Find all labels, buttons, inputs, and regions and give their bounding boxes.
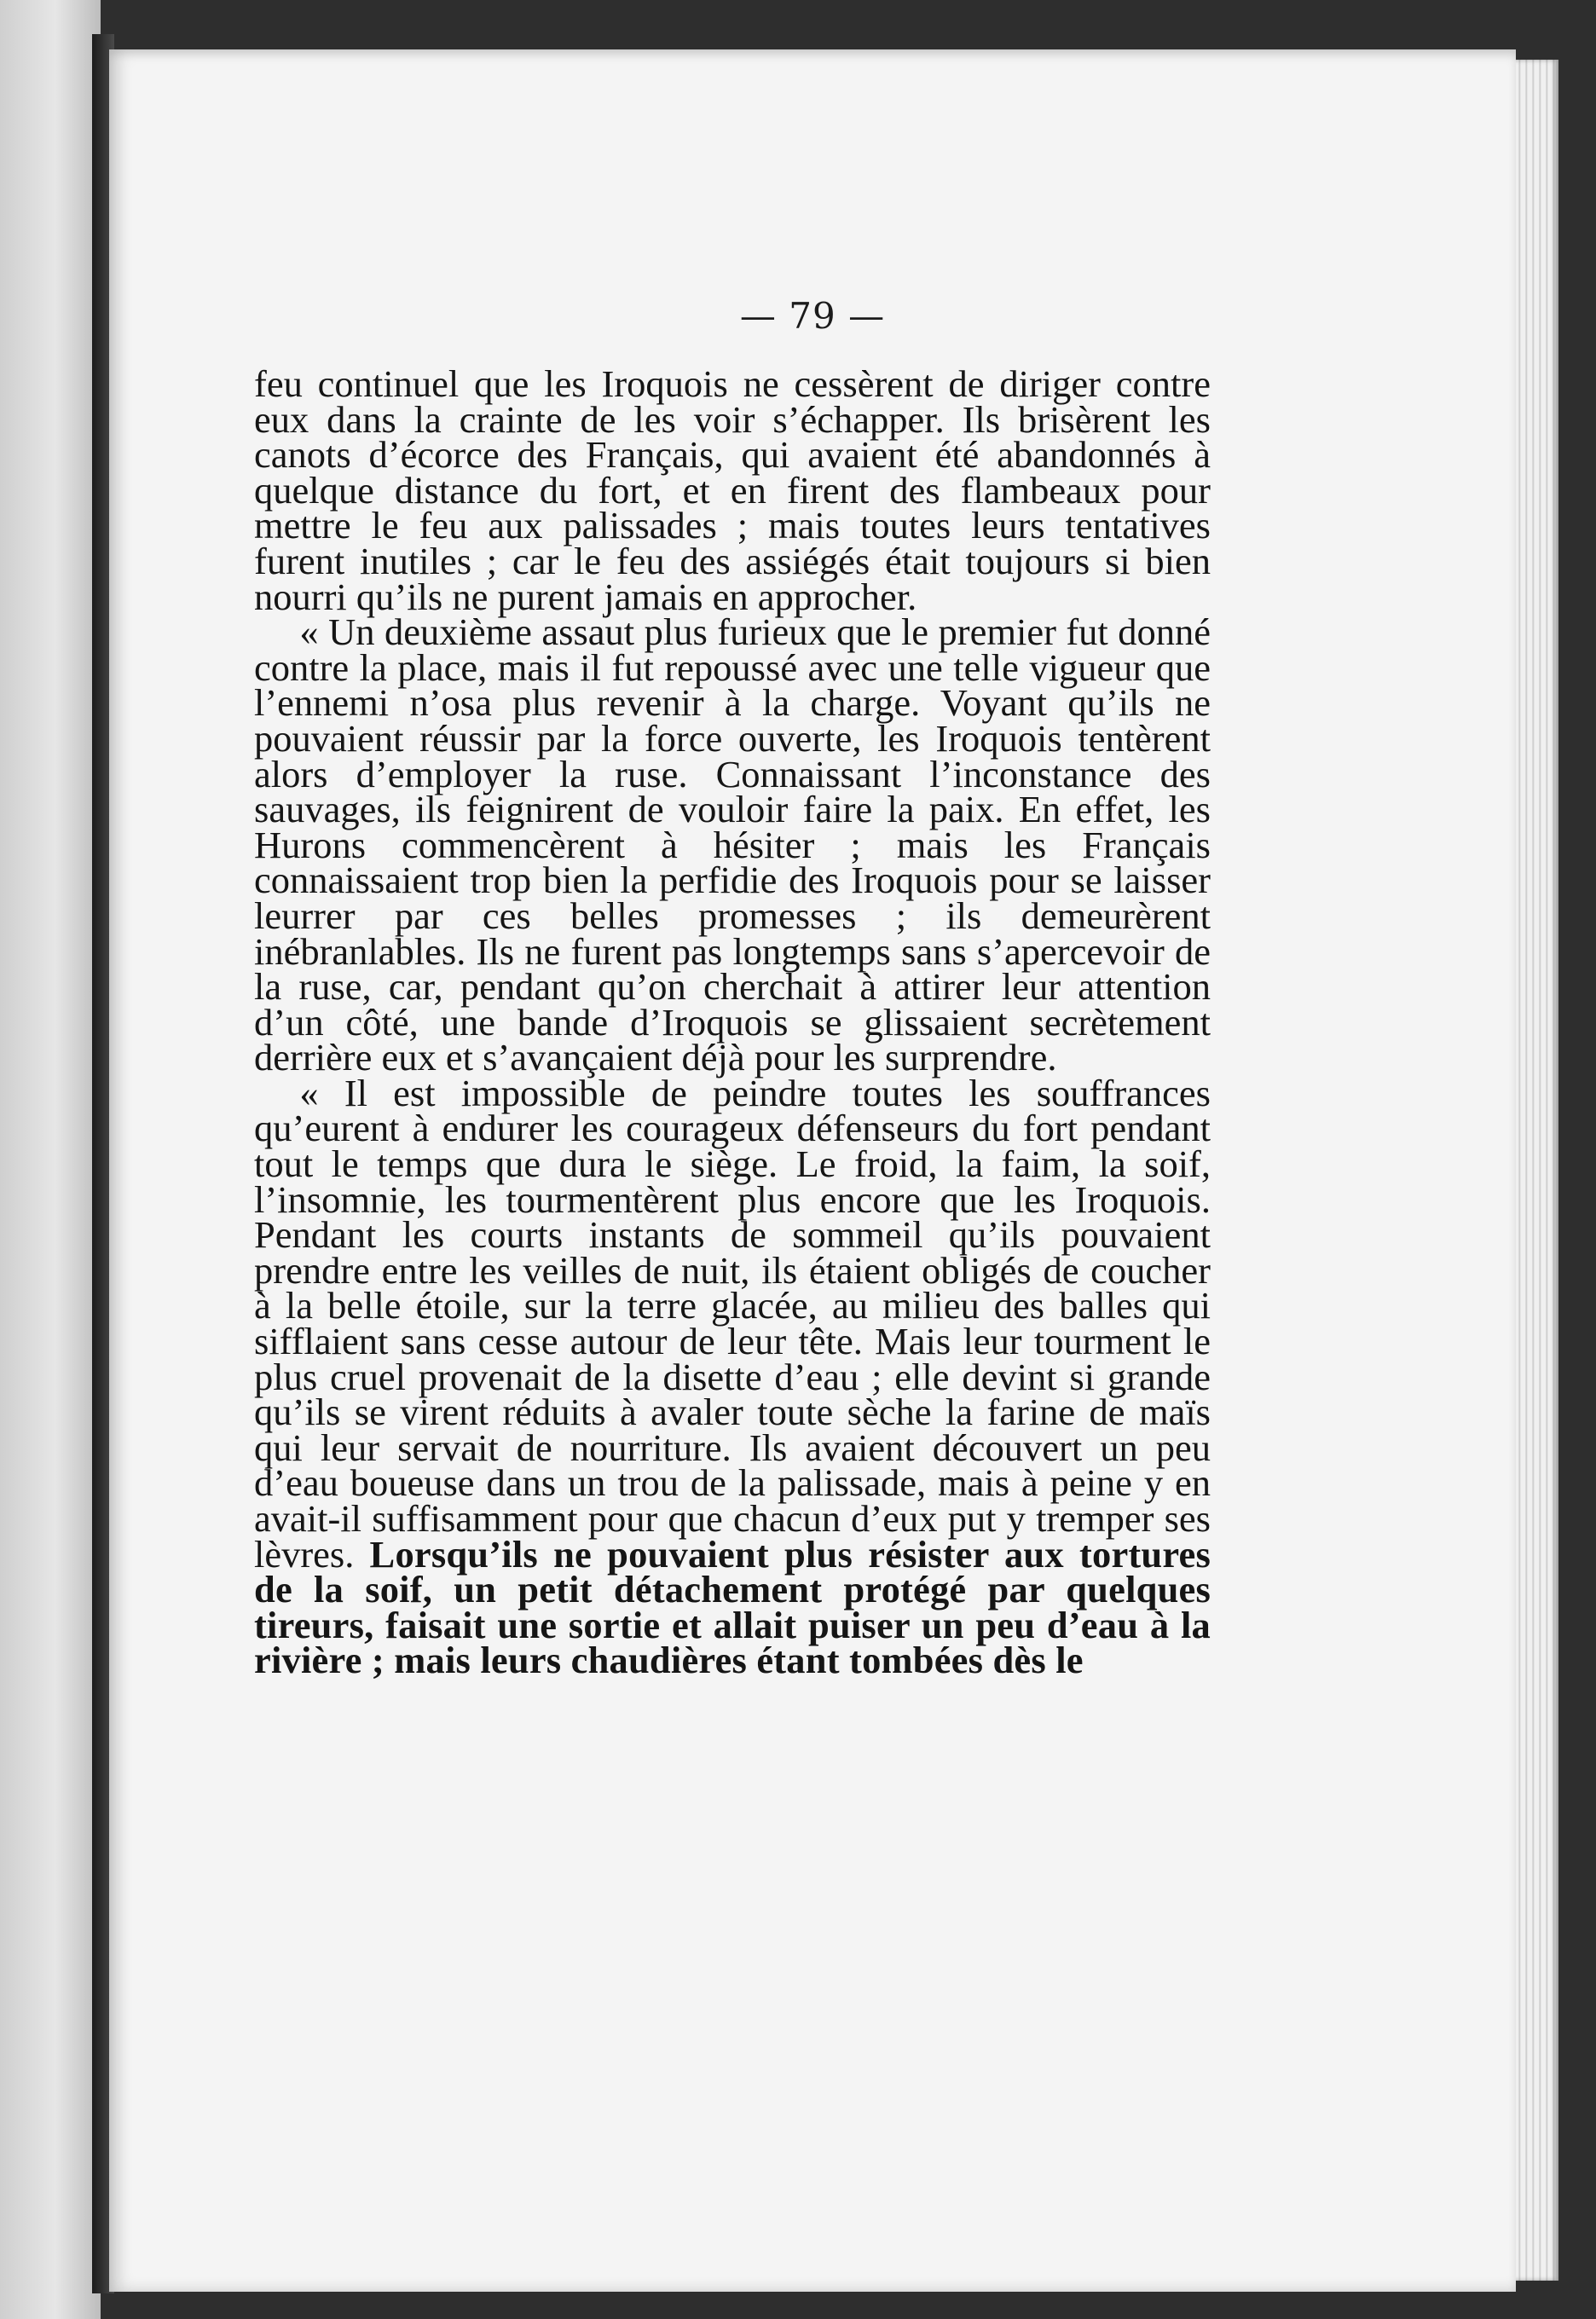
page-number: — 79 — xyxy=(739,295,886,337)
paragraph-3-text: « Il est impossible de peindre toutes les souffrances qu’eurent à endurer les courageux défenseurs du fort pendant tout le temps que dura le siège. Le froid, la faim, la soif, l’insomnie, les tourmentèrent plus encore que les Iroquois. Pendant les courts instants de sommeil qu’ils pouvaient prendre entre les veilles de nuit, ils étaient obligés de coucher à la belle étoile, sur la terre glacée, au milieu des balles qui sifflaient sans cesse autour de leur tête. Mais leur tourment le plus cruel provenait de la disette d’eau ; elle devint si grande qu’ils se virent réduits à avaler toute sèche la farine de maïs qui leur servait de nourriture. Ils avaient découvert un peu d’eau boueuse dans un trou de la palissade, mais à peine y en avait-il suffisamment pour que chacun d’eux put y tremper ses lèvres. xyxy=(254,1071,1211,1576)
paragraph-3-bold-text: Lorsqu’ils ne pouvaient plus résister aux tortures de la soif, un petit détachement protégé par quelques tireurs, faisait une sortie et allait puiser un peu d’eau à la rivière ; mais leurs chaudières étant tombées dès le xyxy=(254,1532,1211,1682)
paragraph-2: « Un deuxième assaut plus furieux que le premier fut donné contre la place, mais il fut repoussé avec une telle vigueur que l’ennemi n’osa plus revenir à la charge. Voyant qu’ils ne pouvaient réussir par la force ouverte, les Iroquois tentèrent alors d’employer la ruse. Connaissant l’inconstance des sauvages, ils feignirent de vouloir faire la paix. En effet, les Hurons commencèrent à hésiter ; mais les Français connaissaient trop bien la perfidie des Iroquois pour se laisser leurrer par ces belles promesses ; ils demeurèrent inébranlables. Ils ne furent pas longtemps sans s’apercevoir de la ruse, car, pendant qu’on cherchait à attirer leur attention d’un côté, une bande d’Iroquois se glissaient secrètement derrière eux et s’avançaient déjà pour les surprendre. xyxy=(254,610,1211,1079)
body-text xyxy=(254,362,1211,1682)
facing-page-edge xyxy=(0,0,101,2319)
paragraph-1: feu continuel que les Iroquois ne cessèrent de diriger contre eux dans la crainte de les voir s’échapper. Ils brisèrent les canots d’écorce des Français, qui avaient été abandonnés à quelque distance du fort, et en firent des flambeaux pour mettre le feu aux palissades ; mais toutes leurs tentatives furent inutiles ; car le feu des assiégés était toujours si bien nourri qu’ils ne purent jamais en approcher. xyxy=(254,362,1211,618)
book-page xyxy=(109,49,1516,2292)
paragraph-3 xyxy=(254,1071,1211,1682)
